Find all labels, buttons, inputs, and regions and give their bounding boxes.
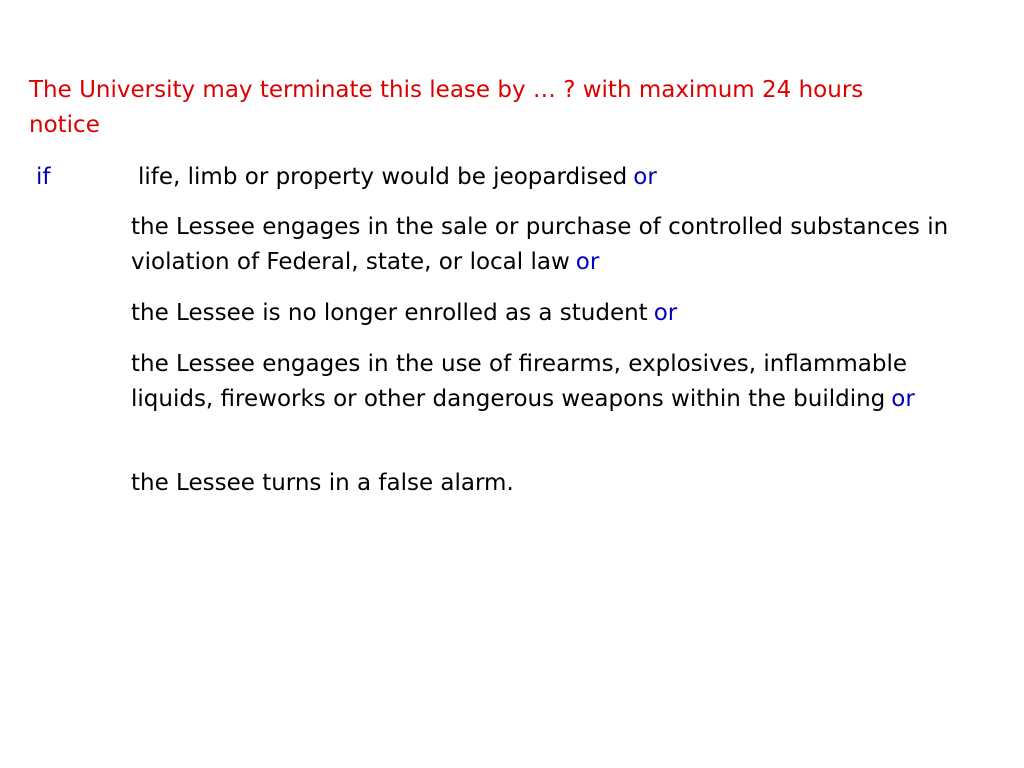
condition-2-conjunction: or <box>575 249 600 275</box>
condition-5-text: the Lessee turns in a false alarm. <box>131 470 514 496</box>
condition-4-conjunction: or <box>891 386 915 412</box>
condition-1-text: life, limb or property would be jeopardised <box>138 164 628 190</box>
condition-3 <box>131 296 951 331</box>
condition-1-conjunction: or <box>633 164 657 190</box>
condition-1 <box>138 160 958 195</box>
condition-2 <box>131 210 951 280</box>
condition-2-text: the Lessee engages in the sale or purchase of controlled substances in violation of Federal, state, or local law <box>131 214 949 275</box>
condition-3-text: the Lessee is no longer enrolled as a student <box>131 300 648 326</box>
condition-4-text: the Lessee engages in the use of firearms, explosives, inflammable liquids, fireworks or other dangerous weapons within the building <box>131 351 907 412</box>
condition-4 <box>131 347 951 417</box>
if-label: if <box>36 164 51 190</box>
condition-3-conjunction: or <box>653 300 678 326</box>
condition-5 <box>131 466 951 501</box>
slide-heading: The University may terminate this lease by … ? with maximum 24 hours notice <box>29 77 864 138</box>
